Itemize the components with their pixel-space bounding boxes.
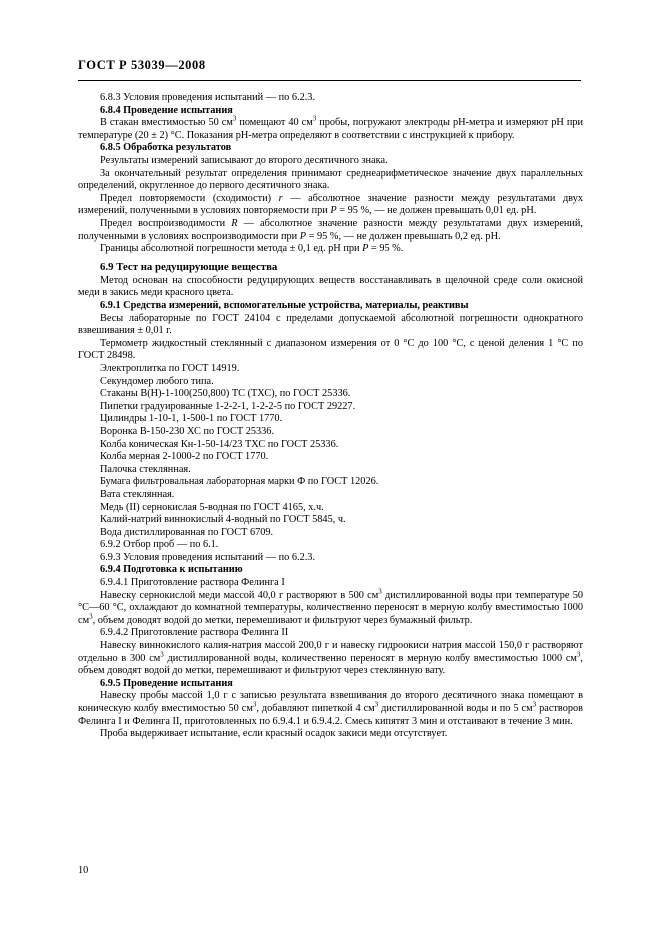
document-paragraph: Пипетки градуированные 1-2-2-1, 1-2-2-5 по ГОСТ 29227. (100, 400, 356, 412)
document-paragraph: 6.9.4 Подготовка к испытанию (100, 564, 243, 576)
document-paragraph: Весы лабораторные по ГОСТ 24104 с пределами допускаемой абсолютной погрешности однократного взвешивания ± 0,01 г. (78, 312, 583, 337)
document-paragraph: Термометр жидкостный стеклянный с диапазоном измерения от 0 °С до 100 °С, с ценой деления 1 °С по ГОСТ 28498. (78, 337, 583, 362)
document-paragraph: Предел повторяемости (сходимости) r — абсолютное значение разности между результатами двух измерений, полученными в условиях повторяемости при Р = 95 %, — не должен превышать 0,01 ед. pH. (78, 192, 583, 217)
document-paragraph: В стакан вместимостью 50 $см^3$ помещают 40 $см^3$ пробы, погружают электроды pH-метра и измеряют pH при температуре (20 ± 2) °С. Показания pH-метра определяют в соответствии с инструкцией к прибору. (78, 114, 584, 141)
document-paragraph: 6.8.4 Проведение испытания (100, 104, 233, 116)
document-paragraph: Цилиндры 1-10-1, 1-500-1 по ГОСТ 1770. (100, 413, 283, 425)
document-paragraph: Навеску виннокислого калия-натрия массой 200,0 г и навеску гидроокиси натрия массой 150,0 г растворяют отдельно в 300 $см^3$ дистиллированной воды, количественно переносят в мерную колбу вместимостью 1000 $см^3$, объем доводят водой до метки, перемешивают и фильтруют через стеклянную вату. (78, 640, 583, 677)
document-paragraph: Бумага фильтровальная лабораторная марки Ф по ГОСТ 12026. (100, 476, 379, 488)
document-paragraph: 6.9.5 Проведение испытания (100, 677, 233, 689)
document-paragraph: Воронка В-150-230 ХС по ГОСТ 25336. (100, 425, 275, 437)
document-paragraph: Медь (II) сернокислая 5-водная по ГОСТ 4165, х.ч. (100, 501, 324, 513)
document-paragraph: Колба мерная 2-1000-2 по ГОСТ 1770. (100, 451, 269, 463)
document-paragraph: Навеску пробы массой 1,0 г с записью результата взвешивания до второго десятичного знака помещают в коническую колбу вместимостью 50 $см^3$, добавляют пипеткой 4 $см^3$ дистиллированной воды и по 5 $см^3$ растворов Фелинга I и Фелинга II, приготовленных по 6.9.4.1 и 6.9.4.2. Смесь кипятят 3 мин и отстаивают в течение 3 мин. (78, 690, 584, 727)
document-paragraph: Вата стеклянная. (100, 488, 175, 500)
document-paragraph: Результаты измерений записывают до второго десятичного знака. (100, 154, 388, 166)
header-divider (78, 80, 581, 81)
document-paragraph: Проба выдерживает испытание, если красный осадок закиси меди отсутствует. (100, 728, 448, 740)
document-paragraph: 6.9 Тест на редуцирующие вещества (100, 260, 278, 273)
document-paragraph: 6.9.1 Средства измерений, вспомогательные устройства, материалы, реактивы (100, 300, 469, 311)
document-paragraph: Вода дистиллированная по ГОСТ 6709. (100, 526, 274, 538)
document-paragraph: Колба коническая Кн-1-50-14/23 ТХС по ГОСТ 25336. (100, 438, 339, 450)
document-paragraph: Навеску сернокислой меди массой 40,0 г растворяют в 500 $см^3$ дистиллированной воды при температуре 50 °С—60 °С, охлаждают до комнатной температуры, количественно переносят в мерную колбу вместимостью 1000 $см^3$, объем доводят водой до метки, перемешивают и фильтруют через бумажный фильтр. (78, 587, 583, 626)
document-paragraph: Метод основан на способности редуцирующих веществ восстанавливать в щелочной среде соли окисной меди в закись меди красного цвета. (78, 274, 583, 299)
document-paragraph: 6.8.5 Обработка результатов (100, 142, 232, 154)
document-paragraph: Палочка стеклянная. (100, 463, 191, 475)
document-paragraph: 6.9.3 Условия проведения испытаний — по 6.2.3. (100, 551, 316, 563)
document-paragraph: 6.8.3 Условия проведения испытаний — по 6.2.3. (100, 92, 316, 103)
document-paragraph: Стаканы В(Н)-1-100(250,800) ТС (ТХС), по ГОСТ 25336. (100, 388, 351, 400)
document-paragraph: Электроплитка по ГОСТ 14919. (100, 362, 240, 374)
document-paragraph: Калий-натрий виннокислый 4-водный по ГОСТ 5845, ч. (100, 514, 346, 526)
document-body (78, 92, 583, 741)
document-paragraph: 6.9.2 Отбор проб — по 6.1. (100, 539, 219, 551)
document-paragraph: Секундомер любого типа. (100, 375, 214, 387)
document-paragraph: 6.9.4.2 Приготовление раствора Фелинга II (100, 627, 289, 639)
document-paragraph: Границы абсолютной погрешности метода ± 0,1 ед. pH при Р = 95 %. (100, 243, 404, 255)
page-header: ГОСТ Р 53039—2008 (78, 58, 206, 72)
page-number: 10 (78, 865, 89, 876)
document-paragraph: Предел воспроизводимости R — абсолютное значение разности между результатами двух измерений, полученными в условиях воспроизводимости при Р = 95 %, — не должен превышать 0,2 ед. pH. (78, 217, 583, 242)
document-paragraph: 6.9.4.1 Приготовление раствора Фелинга I (100, 577, 285, 589)
document-paragraph: За окончательный результат определения принимают среднеарифметическое значение двух параллельных определений, округленное до первого десятичного знака. (78, 167, 583, 192)
